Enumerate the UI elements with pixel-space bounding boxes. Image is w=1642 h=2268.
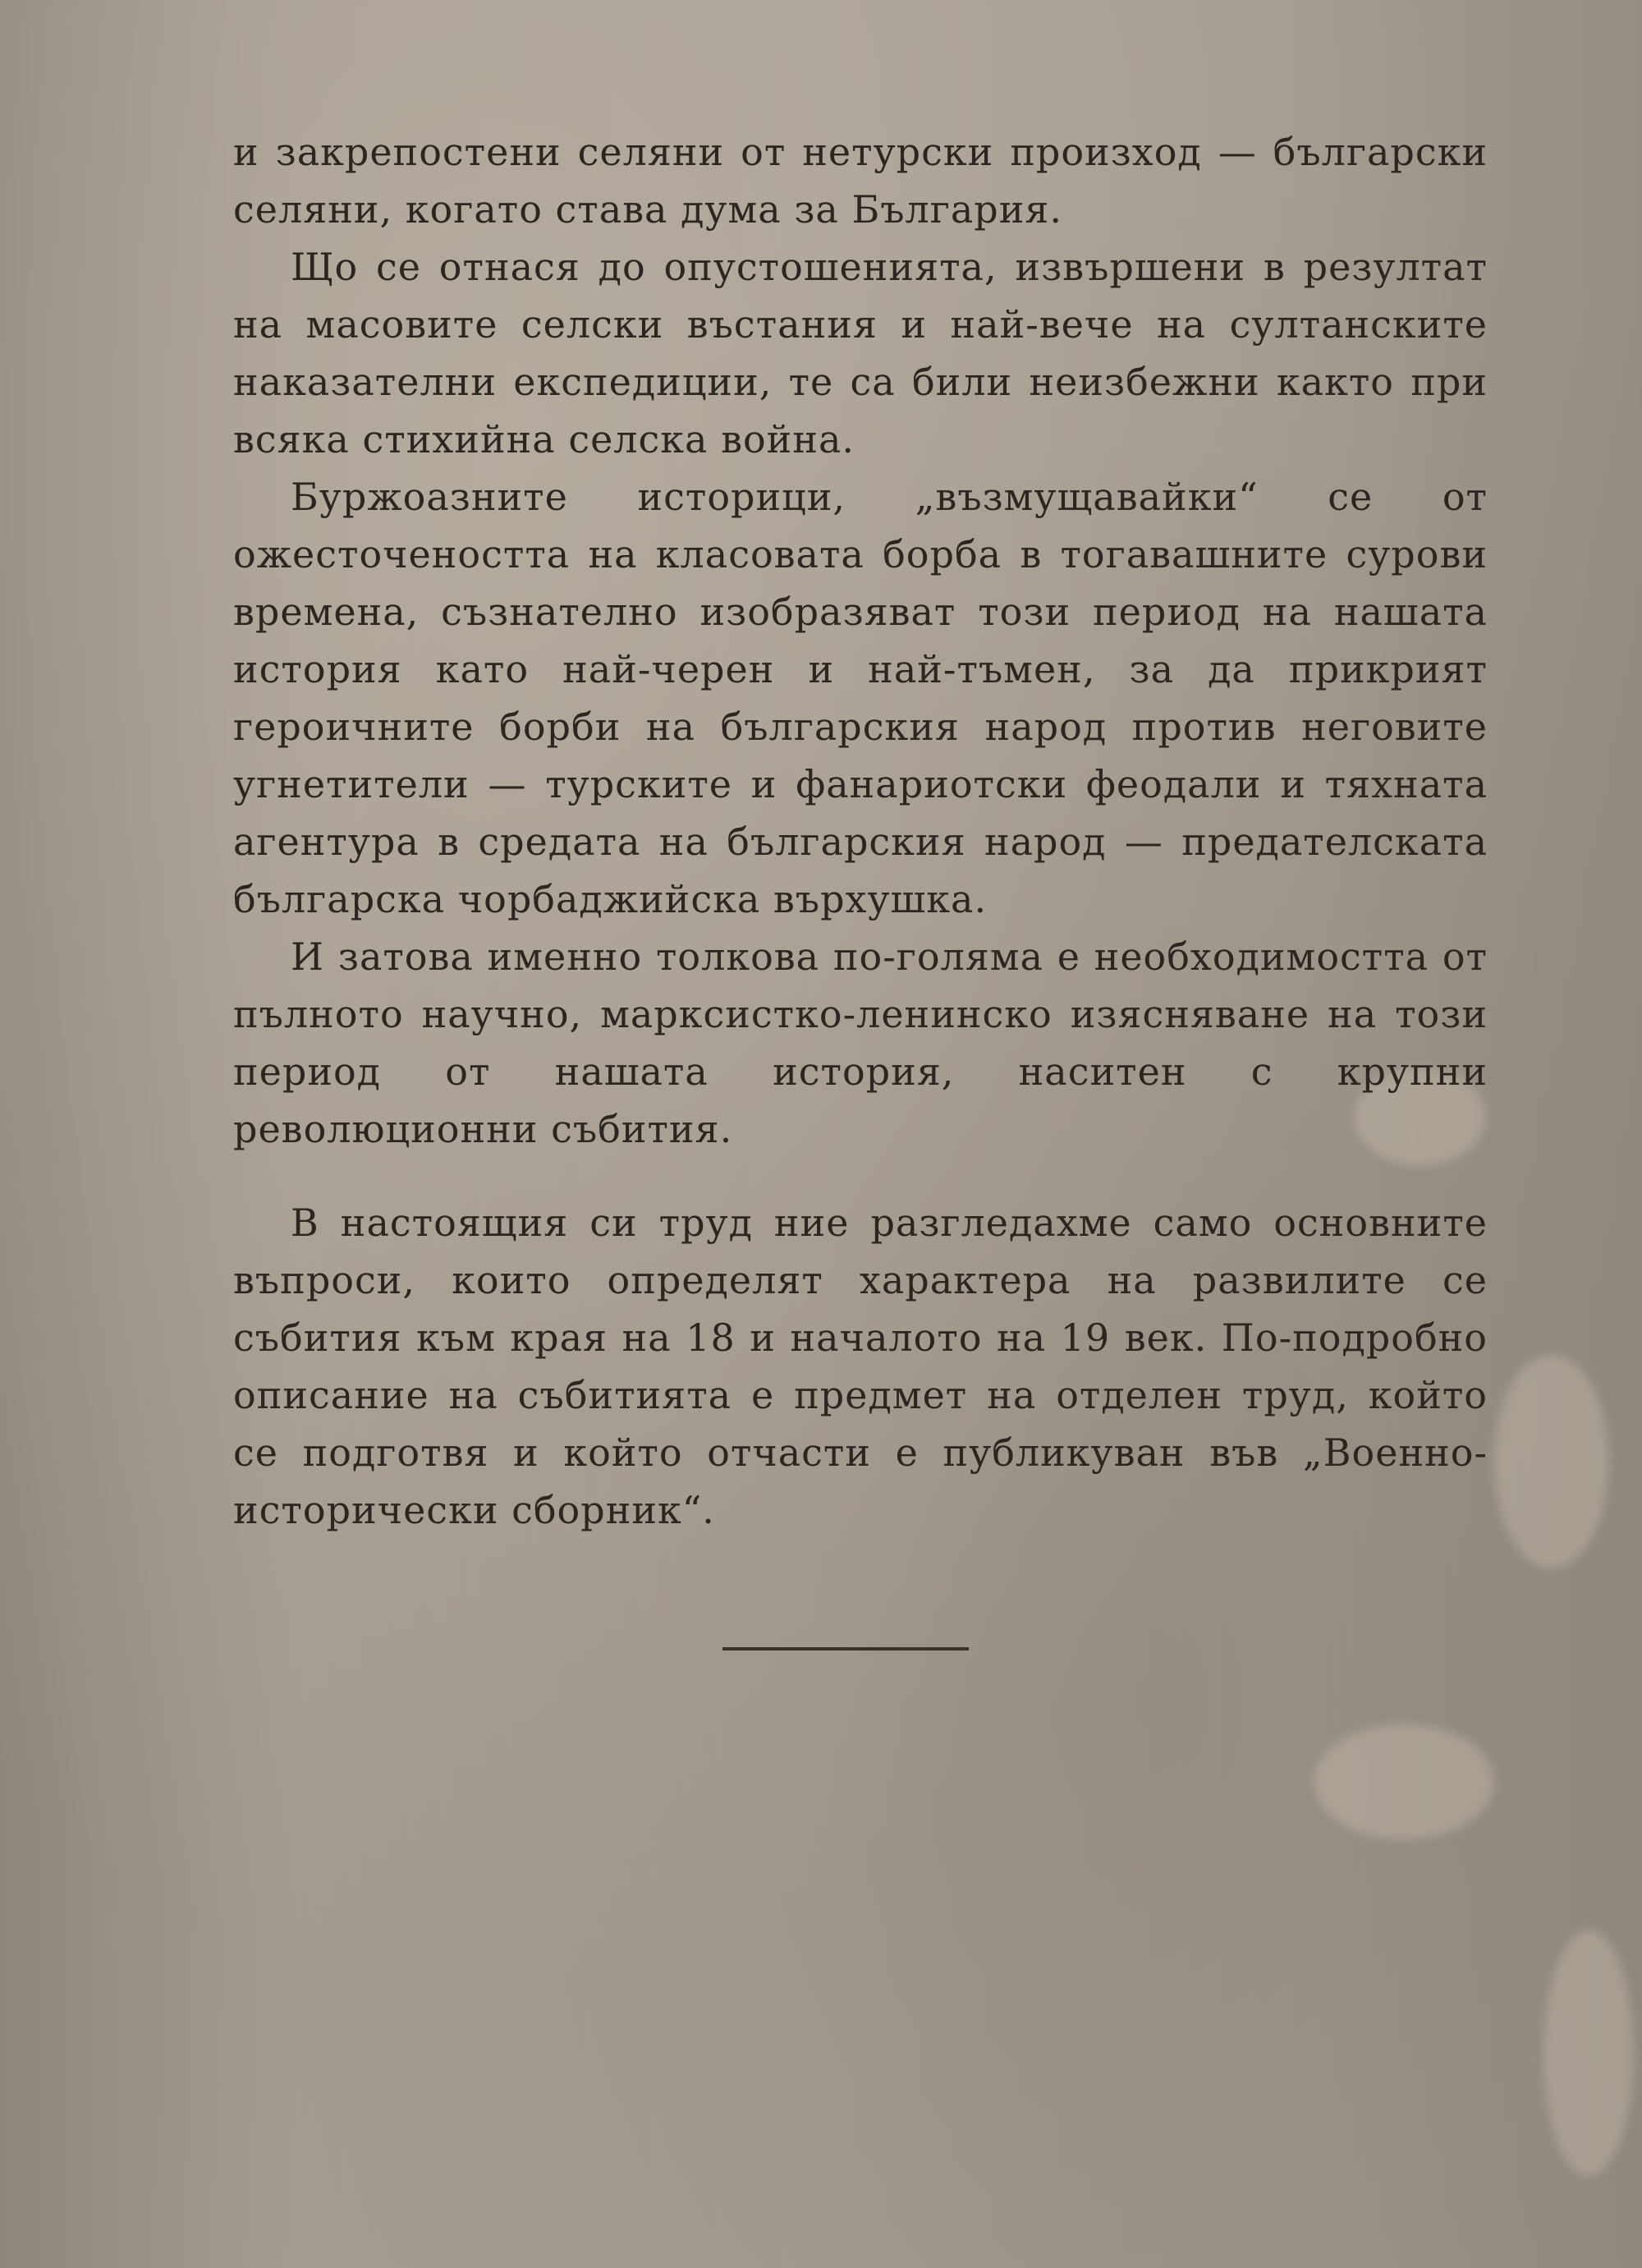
paragraph-continuation: и закрепостени селяни от нетурски произход — български селяни, когато става дума за България. — [233, 130, 1488, 232]
paragraph-bourgeois-historians: Буржоазните историци, „възмущавайки“ се от ожесточеността на класовата борба в тогавашните сурови времена, съзнателно изобразяват този период на нашата история като най-черен и най-тъмен, за да прикрият героичните борби на българския народ против неговите угнетители — турските и фанариотски феодали и тяхната агентура в средата на българския народ — предателската българска чорбаджийска върхушка. — [233, 475, 1488, 921]
paper-stain — [1314, 1724, 1494, 1839]
paragraph-devastations: Що се отнася до опустошенията, извършени в резултат на масовите селски въстания и най-вече на султанските наказателни експедиции, те са били неизбежни както при всяка стихийна селска война. — [233, 245, 1488, 461]
paper-stain — [1543, 1930, 1634, 2176]
paper-stain — [1494, 1355, 1609, 1568]
paragraph-necessity: И затова именно толкова по-голяма е необходимостта от пълното научно, марксистко-ленинско изясняване на този период от нашата история, наситен с крупни революционни събития. — [233, 934, 1488, 1151]
paragraph-conclusion: В настоящия си труд ние разгледахме само основните въпроси, които определят характера на развилите се събития към края на 18 и началото на 19 век. По-подробно описание на събитията е предмет на отделен труд, който се подготвя и който отчасти е публикуван във „Военно-исторически сборник“. — [233, 1201, 1488, 1532]
body-text — [233, 123, 1488, 1539]
section-end-rule — [722, 1647, 969, 1650]
